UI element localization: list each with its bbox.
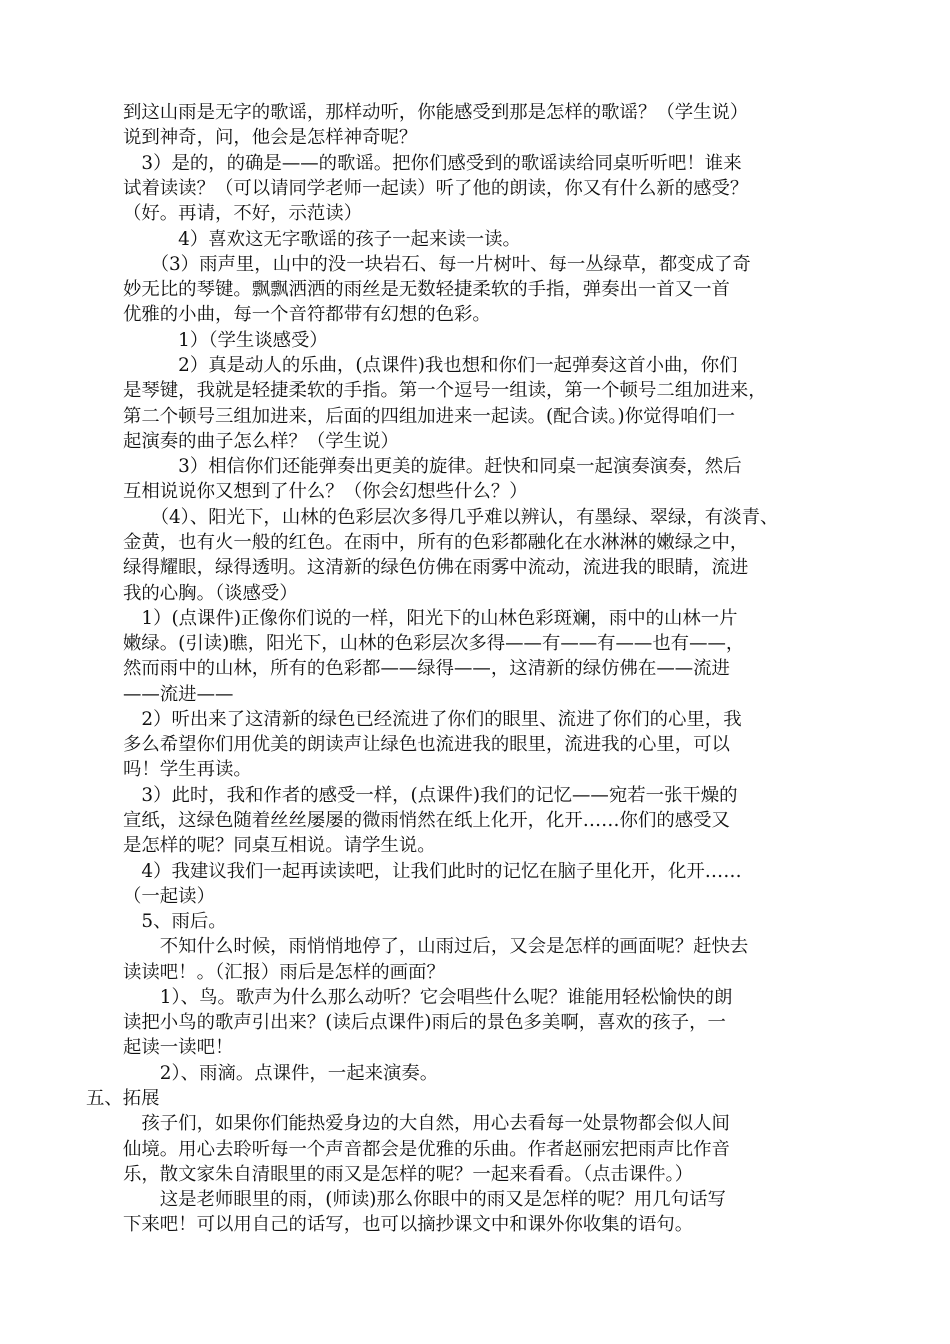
text-line: 起演奏的曲子怎么样？（学生说） xyxy=(123,431,399,452)
text-line: ——流进—— xyxy=(123,684,234,705)
text-line: 2）、雨滴。点课件，一起来演奏。 xyxy=(123,1063,439,1084)
text-line: 多么希望你们用优美的朗读声让绿色也流进我的眼里，流进我的心里，可以 xyxy=(123,734,730,755)
text-line: 是怎样的呢？同桌互相说。请学生说。 xyxy=(123,835,436,856)
text-line: 吗！学生再读。 xyxy=(123,759,252,780)
text-line: 1）、鸟。歌声为什么那么动听？它会唱些什么呢？谁能用轻松愉快的朗 xyxy=(123,987,733,1008)
text-line: 嫩绿。(引读)瞧，阳光下，山林的色彩层次多得——有——有——也有——， xyxy=(123,633,745,654)
text-line: （3）雨声里，山中的没一块岩石、每一片树叶、每一丛绿草，都变成了奇 xyxy=(123,254,751,275)
text-line: 说到神奇，问，他会是怎样神奇呢？ xyxy=(123,127,418,148)
text-line: 这是老师眼里的雨，(师读)那么你眼中的雨又是怎样的呢？用几句话写 xyxy=(123,1189,726,1210)
text-line: 1）(点课件)正像你们说的一样，阳光下的山林色彩斑斓，雨中的山林一片 xyxy=(123,608,738,629)
text-line: 是琴键，我就是轻捷柔软的手指。第一个逗号一组读，第一个顿号二组加进来， xyxy=(123,380,767,401)
text-line: 3）是的，的确是——的歌谣。把你们感受到的歌谣读给同桌听听吧！谁来 xyxy=(123,153,742,174)
text-line: （4）、阳光下，山林的色彩层次多得几乎难以辨认，有墨绿、翠绿，有淡青、 xyxy=(123,507,779,528)
text-line: 3）相信你们还能弹奏出更美的旋律。赶快和同桌一起演奏演奏，然后 xyxy=(123,456,742,477)
text-line: 下来吧！可以用自己的话写，也可以摘抄课文中和课外你收集的语句。 xyxy=(123,1214,694,1235)
text-line: 我的心胸。（谈感受） xyxy=(123,583,298,604)
text-line: 第二个顿号三组加进来，后面的四组加进来一起读。(配合读。)你觉得咱们一 xyxy=(123,406,736,427)
text-line: 然而雨中的山林，所有的色彩都——绿得——，这清新的绿仿佛在——流进 xyxy=(123,658,730,679)
text-line: 2）真是动人的乐曲，(点课件)我也想和你们一起弹奏这首小曲，你们 xyxy=(123,355,738,376)
text-line: 4）我建议我们一起再读读吧，让我们此时的记忆在脑子里化开，化开…… xyxy=(123,861,742,882)
text-line: 金黄，也有火一般的红色。在雨中，所有的色彩都融化在水淋淋的嫩绿之中， xyxy=(123,532,749,553)
text-line: 读把小鸟的歌声引出来？(读后点课件)雨后的景色多美啊，喜欢的孩子，一 xyxy=(123,1012,726,1033)
text-line: （一起读） xyxy=(123,886,215,907)
text-line: 读读吧！。（汇报）雨后是怎样的画面？ xyxy=(123,962,445,983)
text-line: 1）（学生谈感受） xyxy=(123,330,328,351)
text-line: （好。再请，不好，示范读） xyxy=(123,203,363,224)
text-line: 孩子们，如果你们能热爱身边的大自然，用心去看每一处景物都会似人间 xyxy=(123,1113,730,1134)
text-line: 起读一读吧！ xyxy=(123,1037,234,1058)
text-line: 互相说说你又想到了什么？（你会幻想些什么？） xyxy=(123,481,528,502)
text-line: 4）喜欢这无字歌谣的孩子一起来读一读。 xyxy=(123,229,521,250)
text-line: 优雅的小曲，每一个音符都带有幻想的色彩。 xyxy=(123,304,491,325)
text-line: 不知什么时候，雨悄悄地停了，山雨过后，又会是怎样的画面呢？赶快去 xyxy=(123,936,749,957)
text-line: 3）此时，我和作者的感受一样，(点课件)我们的记忆——宛若一张干燥的 xyxy=(123,785,738,806)
text-line: 仙境。用心去聆听每一个声音都会是优雅的乐曲。作者赵丽宏把雨声比作音 xyxy=(123,1139,730,1160)
text-line: 2）听出来了这清新的绿色已经流进了你们的眼里、流进了你们的心里，我 xyxy=(123,709,742,730)
text-line: 绿得耀眼，绿得透明。这清新的绿色仿佛在雨雾中流动，流进我的眼睛，流进 xyxy=(123,557,749,578)
text-line: 试着读读？（可以请同学老师一起读）听了他的朗读，你又有什么新的感受？ xyxy=(123,178,749,199)
text-line: 妙无比的琴键。飘飘洒洒的雨丝是无数轻捷柔软的手指，弹奏出一首又一首 xyxy=(123,279,730,300)
text-line: 到这山雨是无字的歌谣，那样动听，你能感受到那是怎样的歌谣？（学生说） xyxy=(123,102,749,123)
text-line: 宣纸，这绿色随着丝丝屡屡的微雨悄然在纸上化开，化开……你们的感受又 xyxy=(123,810,730,831)
text-line: 乐，散文家朱自清眼里的雨又是怎样的呢？一起来看看。（点击课件。） xyxy=(123,1164,694,1185)
section-heading: 五、拓展 xyxy=(86,1088,160,1109)
text-line: 5、雨后。 xyxy=(123,911,227,932)
